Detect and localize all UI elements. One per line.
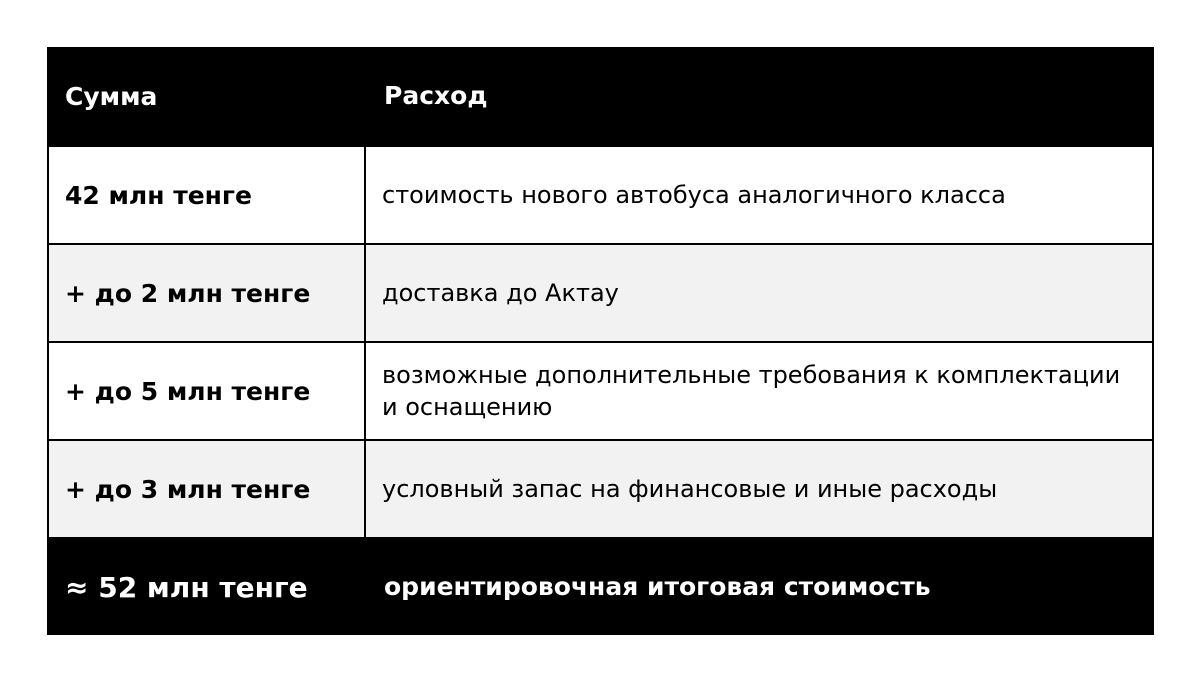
row-amount: 42 млн тенге [49,147,366,243]
table-row [49,439,1152,537]
table-row [49,243,1152,341]
row-amount: + до 3 млн тенге [49,441,366,537]
row-expense: стоимость нового автобуса аналогичного класса [382,181,1006,209]
table-row [49,341,1152,439]
header-amount: Сумма [65,81,158,111]
row-expense: условный запас на финансовые и иные расходы [382,475,998,503]
total-amount: ≈ 52 млн тенге [65,570,308,604]
table-row [49,145,1152,243]
table-total-row [49,537,1152,635]
row-amount: + до 2 млн тенге [49,245,366,341]
table-header-row [49,47,1152,145]
row-amount: + до 5 млн тенге [49,343,366,439]
header-expense: Расход [384,81,488,110]
row-expense: возможные дополнительные требования к комплектации и оснащению [382,361,1121,421]
row-expense: доставка до Актау [382,279,619,307]
cost-table [47,47,1154,635]
total-expense: ориентировочная итоговая стоимость [384,572,931,601]
